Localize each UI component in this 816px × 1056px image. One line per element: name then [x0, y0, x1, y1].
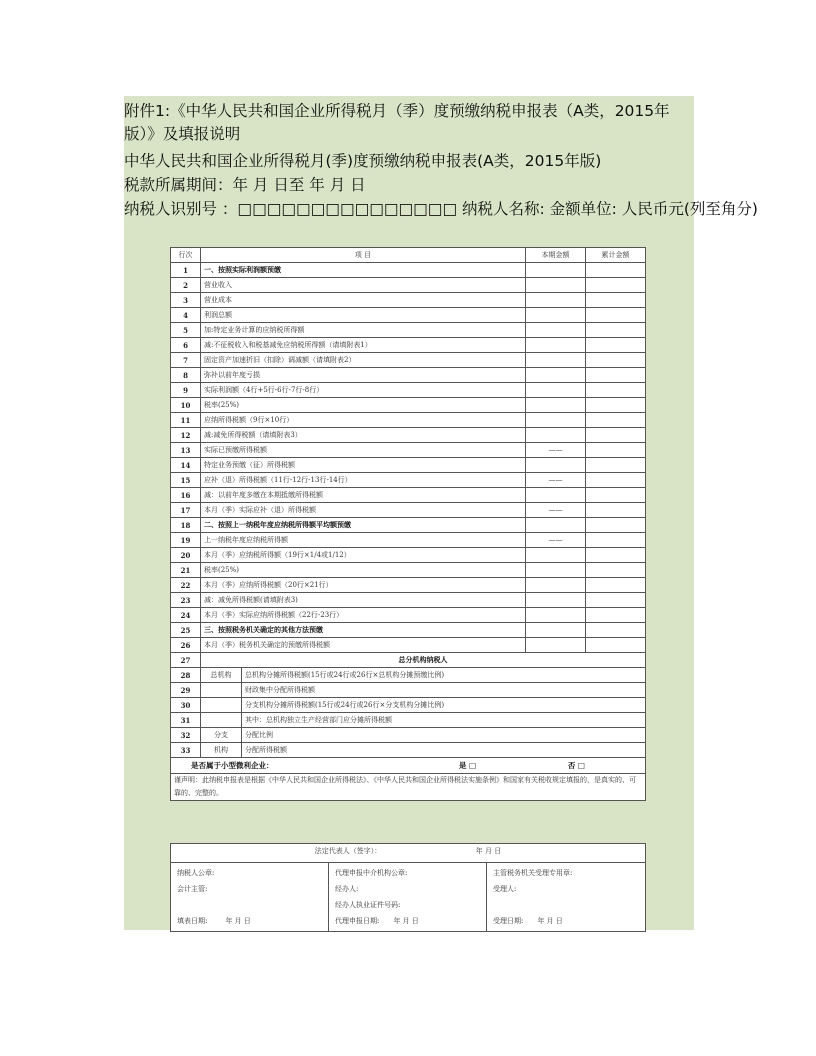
legal-rep-date: 年 月 日 [475, 847, 502, 855]
row-number: 19 [171, 533, 201, 548]
row-number: 27 [171, 653, 201, 668]
current-amount-cell[interactable] [526, 458, 586, 473]
hq-row-content [201, 713, 646, 728]
current-amount-cell[interactable] [526, 563, 586, 578]
cumulative-amount-cell[interactable] [586, 623, 646, 638]
row-label: 实际已预缴所得税额 [201, 443, 526, 458]
cumulative-amount-cell[interactable] [586, 368, 646, 383]
row-label: 应补（退）所得税额（11行-12行-13行-14行） [201, 473, 526, 488]
cumulative-amount-cell[interactable] [586, 278, 646, 293]
row-number: 4 [171, 308, 201, 323]
signature-block [170, 843, 645, 932]
col-current-header: 本期金额 [526, 248, 586, 263]
hq-group-label: 总机构 [210, 671, 232, 679]
row-label: 实际利润额（4行+5行-6行-7行-8行） [201, 383, 526, 398]
current-amount-cell[interactable] [526, 428, 586, 443]
row-label: 固定资产加速折旧（扣除）调减额（请填附表2） [201, 353, 526, 368]
cumulative-amount-cell[interactable] [586, 443, 646, 458]
current-amount-cell[interactable] [526, 548, 586, 563]
tax-office-cell [487, 863, 646, 932]
branch-group-label-2: 机构 [214, 746, 228, 754]
row-label: 本月（季）税务机关确定的预缴所得税额 [201, 638, 526, 653]
row-label: 利润总额 [201, 308, 526, 323]
current-amount-cell[interactable] [526, 263, 586, 278]
row-number: 26 [171, 638, 201, 653]
row-label: 上一纳税年度应纳税所得额 [201, 533, 526, 548]
branch-section-title: 总分机构纳税人 [201, 653, 646, 668]
form-title: 中华人民共和国企业所得税月(季)度预缴纳税申报表(A类，2015年版) [124, 152, 602, 170]
table-row [171, 308, 646, 323]
row-label: 减:减免所得税额（请填附表3） [201, 428, 526, 443]
row-number: 6 [171, 338, 201, 353]
row-number: 13 [171, 443, 201, 458]
row-label: 营业成本 [201, 293, 526, 308]
current-amount-cell[interactable] [526, 323, 586, 338]
tax-return-table [170, 247, 645, 801]
current-amount-cell[interactable] [526, 308, 586, 323]
current-amount-cell[interactable] [526, 368, 586, 383]
cumulative-amount-cell[interactable] [586, 338, 646, 353]
cumulative-amount-cell[interactable] [586, 518, 646, 533]
cumulative-amount-cell[interactable] [586, 638, 646, 653]
cumulative-amount-cell[interactable] [586, 563, 646, 578]
taxpayer-cell [171, 863, 329, 932]
row-label: 本月（季）实际应补（退）所得税额 [201, 503, 526, 518]
row-number: 25 [171, 623, 201, 638]
tax-office-seal: 主管税务机关受理专用章: [493, 869, 573, 877]
legal-rep-label: 法定代表人（签字）： [314, 847, 382, 855]
row-number: 3 [171, 293, 201, 308]
hq-row-content [201, 683, 646, 698]
row-label: 税率(25%) [201, 398, 526, 413]
cumulative-amount-cell[interactable] [586, 398, 646, 413]
cumulative-amount-cell[interactable] [586, 503, 646, 518]
row-label: 分支机构分摊所得税额(15行或24行或26行×分支机构分摊比例) [241, 698, 645, 712]
row-number: 5 [171, 323, 201, 338]
row-number: 1 [171, 263, 201, 278]
hq-row-content [201, 698, 646, 713]
current-amount-cell[interactable] [526, 293, 586, 308]
cumulative-amount-cell[interactable] [586, 428, 646, 443]
attachment-title: 附件1:《中华人民共和国企业所得税月（季）度预缴纳税申报表（A类，2015年 [124, 102, 670, 120]
row-number: 17 [171, 503, 201, 518]
current-amount-cell[interactable]: —— [526, 473, 586, 488]
row-number: 33 [171, 743, 201, 758]
cumulative-amount-cell[interactable] [586, 323, 646, 338]
table-row [171, 503, 646, 518]
current-amount-cell[interactable] [526, 518, 586, 533]
table-row [171, 728, 646, 743]
row-number: 12 [171, 428, 201, 443]
table-row [171, 593, 646, 608]
row-number: 24 [171, 608, 201, 623]
row-number: 30 [171, 698, 201, 713]
table-row [171, 383, 646, 398]
hq-row-content [201, 668, 646, 683]
taxpayer-seal: 纳税人公章: [177, 869, 215, 877]
table-row [171, 398, 646, 413]
row-label: 营业收入 [201, 278, 526, 293]
agency-cell [329, 863, 487, 932]
row-label: 本月（季）应纳所得税额（20行×21行） [201, 578, 526, 593]
current-amount-cell[interactable] [526, 413, 586, 428]
table-row [171, 608, 646, 623]
table-row [171, 278, 646, 293]
handler-label: 经办人: [335, 885, 359, 893]
row-number: 22 [171, 578, 201, 593]
table-row [171, 488, 646, 503]
row-number: 16 [171, 488, 201, 503]
cumulative-amount-cell[interactable] [586, 578, 646, 593]
row-label: 本月（季）实际应纳所得税额（22行-23行） [201, 608, 526, 623]
cumulative-amount-cell[interactable] [586, 413, 646, 428]
tax-period: 税款所属期间：年 月 日至 年 月 日 [124, 176, 366, 194]
current-amount-cell[interactable] [526, 638, 586, 653]
cumulative-amount-cell[interactable] [586, 308, 646, 323]
row-label: 二、按照上一纳税年度应纳税所得额平均额预缴 [201, 518, 526, 533]
row-number: 14 [171, 458, 201, 473]
table-row [171, 623, 646, 638]
table-row [171, 428, 646, 443]
current-amount-cell[interactable] [526, 488, 586, 503]
row-number: 29 [171, 683, 201, 698]
row-number: 7 [171, 353, 201, 368]
row-number: 2 [171, 278, 201, 293]
row-number: 8 [171, 368, 201, 383]
table-row [171, 293, 646, 308]
table-row [171, 743, 646, 758]
fill-date-value: 年 月 日 [225, 917, 251, 925]
col-row-header: 行次 [171, 248, 201, 263]
table-row [171, 518, 646, 533]
current-amount-cell[interactable] [526, 338, 586, 353]
current-amount-cell[interactable] [526, 353, 586, 368]
row-number: 11 [171, 413, 201, 428]
cumulative-amount-cell[interactable] [586, 533, 646, 548]
table-row [171, 638, 646, 653]
current-amount-cell[interactable] [526, 608, 586, 623]
cumulative-amount-cell[interactable] [586, 383, 646, 398]
row-label: 加:特定业务计算的应纳税所得额 [201, 323, 526, 338]
handler-cert-label: 经办人执业证件号码: [335, 901, 401, 909]
table-row [171, 323, 646, 338]
row-number: 23 [171, 593, 201, 608]
table-row [171, 668, 646, 683]
current-amount-cell[interactable] [526, 278, 586, 293]
row-label: 税率(25%) [201, 563, 526, 578]
small-firm-row [171, 758, 646, 774]
row-label: 减：以前年度多缴在本期抵缴所得税额 [201, 488, 526, 503]
table-row [171, 563, 646, 578]
row-label: 分配所得税额 [241, 743, 645, 757]
table-row [171, 338, 646, 353]
current-amount-cell[interactable]: —— [526, 533, 586, 548]
row-number: 15 [171, 473, 201, 488]
table-row [171, 368, 646, 383]
col-item-header: 项 目 [201, 248, 526, 263]
branch-group-label-1: 分支 [214, 731, 228, 739]
receive-date-value: 年 月 日 [537, 917, 563, 925]
row-label: 总机构分摊所得税额(15行或24行或26行×总机构分摊预缴比例) [241, 668, 645, 682]
table-row [171, 353, 646, 368]
sub-row-content [201, 743, 646, 758]
cumulative-amount-cell[interactable] [586, 263, 646, 278]
cumulative-amount-cell[interactable] [586, 293, 646, 308]
current-amount-cell[interactable]: —— [526, 443, 586, 458]
row-number: 32 [171, 728, 201, 743]
row-number: 31 [171, 713, 201, 728]
taxpayer-id-line: 纳税人识别号 ：□□□□□□□□□□□□□□□ 纳税人名称: 金额单位: 人民币元(列至角分) [124, 200, 758, 218]
row-label: 本月（季）应纳税所得额（19行×1/4或1/12） [201, 548, 526, 563]
cumulative-amount-cell[interactable] [586, 488, 646, 503]
row-label: 财政集中分配所得税额 [241, 683, 645, 697]
table-row [171, 263, 646, 278]
cumulative-amount-cell[interactable] [586, 608, 646, 623]
row-label: 减:不征税收入和税基减免应纳税所得额（请填附表1） [201, 338, 526, 353]
current-amount-cell[interactable]: —— [526, 503, 586, 518]
row-number: 28 [171, 668, 201, 683]
row-label: 一、按照实际利润额预缴 [201, 263, 526, 278]
row-label: 特定业务预缴（征）所得税额 [201, 458, 526, 473]
cumulative-amount-cell[interactable] [586, 473, 646, 488]
row-label: 三、按照税务机关确定的其他方法预缴 [201, 623, 526, 638]
legal-rep-row [171, 844, 646, 863]
table-row [171, 533, 646, 548]
col-cumulative-header: 累计金额 [586, 248, 646, 263]
table-row [171, 548, 646, 563]
table-row [171, 473, 646, 488]
row-number: 9 [171, 383, 201, 398]
fill-date-label: 填表日期: [177, 917, 208, 925]
cumulative-amount-cell[interactable] [586, 458, 646, 473]
current-amount-cell[interactable] [526, 398, 586, 413]
row-label: 弥补以前年度亏损 [201, 368, 526, 383]
small-firm-yes-checkbox[interactable]: 是 □ [458, 761, 477, 770]
current-amount-cell[interactable] [526, 623, 586, 638]
agency-date-label: 代理申报日期: [335, 917, 380, 925]
table-row [171, 713, 646, 728]
agency-date-value: 年 月 日 [393, 917, 419, 925]
table-row [171, 458, 646, 473]
row-label: 减：减免所得税额(请填附表3) [201, 593, 526, 608]
accountant-label: 会计主管: [177, 885, 208, 893]
cumulative-amount-cell[interactable] [586, 353, 646, 368]
table-row [171, 413, 646, 428]
row-number: 18 [171, 518, 201, 533]
current-amount-cell[interactable] [526, 383, 586, 398]
current-amount-cell[interactable] [526, 578, 586, 593]
cumulative-amount-cell[interactable] [586, 548, 646, 563]
table-row [171, 698, 646, 713]
row-label: 分配比例 [241, 728, 645, 742]
attachment-title-cont: 版）》及填报说明 [124, 125, 241, 143]
table-row [171, 683, 646, 698]
row-label: 应纳所得税额（9行×10行） [201, 413, 526, 428]
current-amount-cell[interactable] [526, 593, 586, 608]
row-number: 21 [171, 563, 201, 578]
sub-row-content [201, 728, 646, 743]
row-number: 10 [171, 398, 201, 413]
table-row [171, 443, 646, 458]
small-firm-no-checkbox[interactable]: 否 □ [567, 761, 586, 770]
agency-seal: 代理申报中介机构公章: [335, 869, 408, 877]
table-row [171, 578, 646, 593]
receive-date-label: 受理日期: [493, 917, 524, 925]
row-number: 20 [171, 548, 201, 563]
small-firm-question: 是否属于小型微利企业： [191, 761, 274, 770]
receiver-label: 受理人: [493, 885, 517, 893]
row-label: 其中：总机构独立生产经营部门应分摊所得税额 [241, 713, 645, 727]
cumulative-amount-cell[interactable] [586, 593, 646, 608]
declaration: 谨声明：此纳税申报表是根据《中华人民共和国企业所得税法》、《中华人民共和国企业所得税法实施条例》和国家有关税收规定填报的，是真实的、可靠的、完整的。 [171, 774, 646, 801]
